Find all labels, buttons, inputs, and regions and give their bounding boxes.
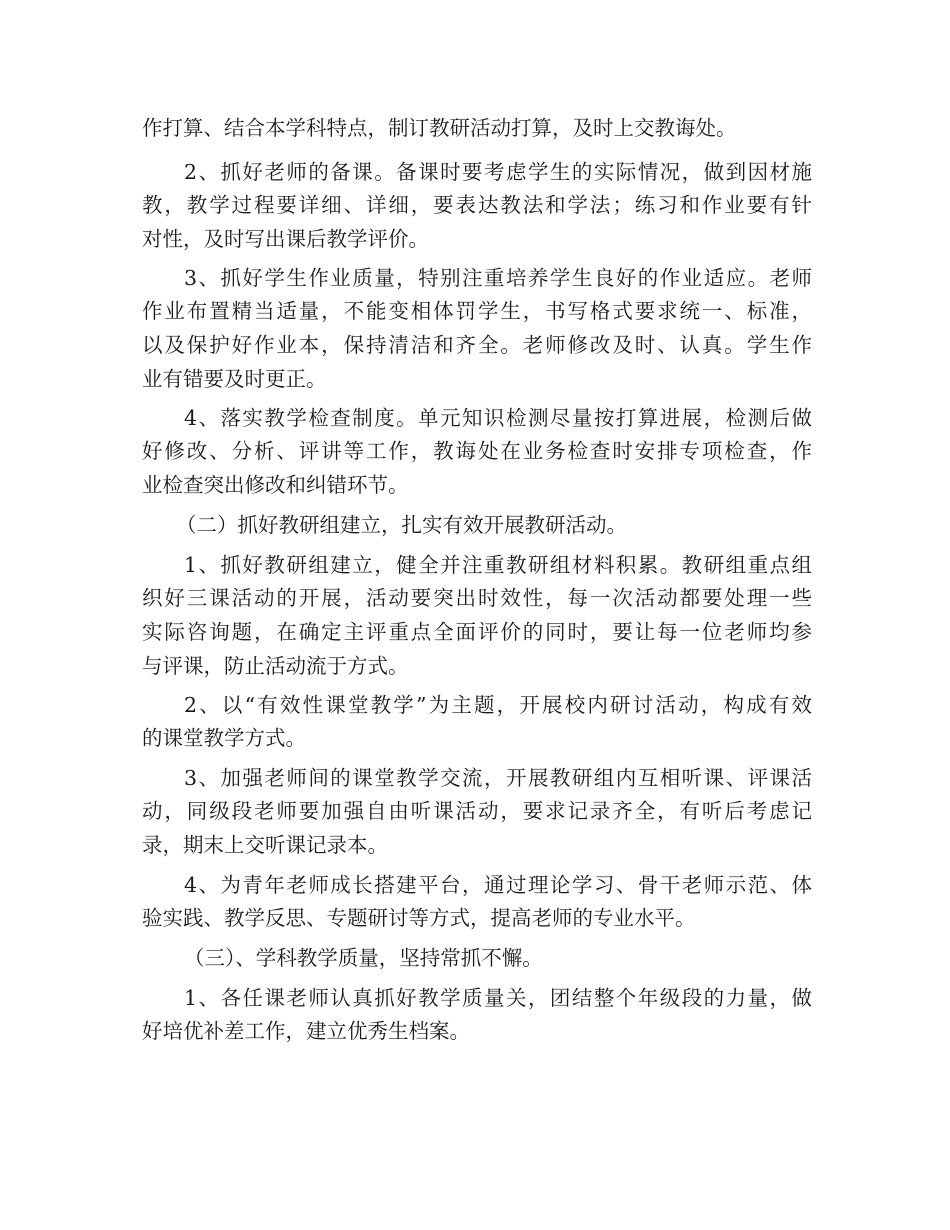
text-line: 业有错要及时更正。 bbox=[142, 367, 327, 391]
text-line: 作业布置精当适量，不能变相体罚学生，书写格式要求统一、标准， bbox=[142, 299, 812, 323]
text-line: 的课堂教学方式。 bbox=[142, 726, 306, 750]
text-line: 好培优补差工作，建立优秀生档案。 bbox=[142, 1019, 470, 1043]
text-line: 业检查突出修改和纠错环节。 bbox=[142, 473, 409, 497]
text-line: 教，教学过程要详细、详细，要表达教法和学法；练习和作业要有针 bbox=[142, 193, 812, 217]
text-line: 验实践、教学反思、专题研讨等方式，提高老师的专业水平。 bbox=[142, 906, 696, 930]
text-line: 好修改、分析、评讲等工作，教诲处在业务检查时安排专项检查，作 bbox=[142, 439, 812, 463]
section-heading: （二）抓好教研组建立，扎实有效开展教研活动。 bbox=[176, 513, 627, 537]
text-line: 对性，及时写出课后教学评价。 bbox=[142, 227, 429, 251]
text-line: 作打算、结合本学科特点，制订教研活动打算，及时上交教诲处。 bbox=[142, 116, 737, 140]
text-line: 1、各任课老师认真抓好教学质量关，团结整个年级段的力量，做 bbox=[184, 986, 812, 1010]
text-line: 3、加强老师间的课堂教学交流，开展教研组内互相听课、评课活 bbox=[184, 766, 812, 790]
text-line: 以及保护好作业本，保持清洁和齐全。老师修改及时、认真。学生作 bbox=[142, 333, 812, 357]
text-line: 动，同级段老师要加强自由听课活动，要求记录齐全，有听后考虑记 bbox=[142, 799, 812, 823]
text-line: 2、以“有效性课堂教学”为主题，开展校内研讨活动，构成有效 bbox=[184, 693, 812, 717]
text-line: 录，期末上交听课记录本。 bbox=[142, 833, 388, 857]
text-line: 1、抓好教研组建立，健全并注重教研组材料积累。教研组重点组 bbox=[184, 553, 812, 577]
text-line: 3、抓好学生作业质量，特别注重培养学生良好的作业适应。老师 bbox=[184, 266, 812, 290]
section-heading: （三）、学科教学质量，坚持常抓不懈。 bbox=[184, 946, 543, 970]
text-line: 2、抓好老师的备课。备课时要考虑学生的实际情况，做到因材施 bbox=[184, 160, 812, 184]
text-line: 4、为青年老师成长搭建平台，通过理论学习、骨干老师示范、体 bbox=[184, 873, 812, 897]
text-line: 实际咨询题，在确定主评重点全面评价的同时，要让每一位老师均参 bbox=[142, 620, 812, 644]
text-line: 4、落实教学检查制度。单元知识检测尽量按打算进展，检测后做 bbox=[184, 406, 812, 430]
text-line: 织好三课活动的开展，活动要突出时效性，每一次活动都要处理一些 bbox=[142, 586, 812, 610]
text-line: 与评课，防止活动流于方式。 bbox=[142, 654, 409, 678]
